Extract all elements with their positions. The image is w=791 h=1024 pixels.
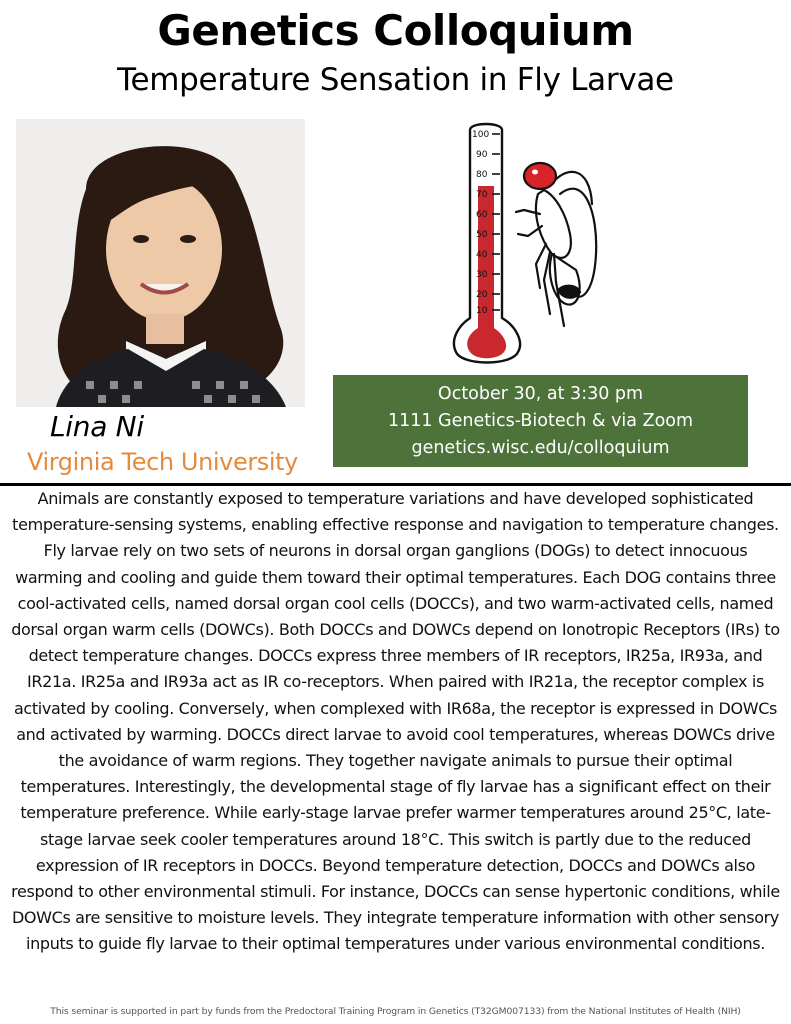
talk-title: Temperature Sensation in Fly Larvae — [117, 62, 674, 98]
scale-label: 70 — [476, 190, 488, 200]
event-details-box — [333, 375, 748, 467]
scale-label: 50 — [476, 230, 488, 240]
fly-drawing — [516, 172, 596, 326]
scale-label: 20 — [476, 290, 488, 300]
event-date: October 30, at 3:30 pm — [437, 384, 644, 404]
scale-label: 90 — [476, 150, 488, 160]
funding-footer: This seminar is supported in part by funds from the Predoctoral Training Program in Genetics (T32GM007133) from the National Institutes of Health (NIH) — [50, 1006, 741, 1017]
speaker-name: Lina Ni — [50, 410, 144, 443]
scale-label: 80 — [476, 170, 488, 180]
scale-label: 30 — [476, 270, 488, 280]
page-title: Genetics Colloquium — [157, 6, 634, 55]
event-url[interactable]: genetics.wisc.edu/colloquium — [411, 438, 670, 458]
event-location: 1111 Genetics-Biotech & via Zoom — [387, 411, 694, 431]
speaker-photo — [16, 119, 305, 407]
abstract-text: Animals are constantly exposed to temperature variations and have developed sophisticated temperature-sensing systems, enabling effective response and navigation to temperature changes. Fly larvae rely on two sets of neurons in dorsal organ ganglions (DOGs) to detect innocuous warming and cooling and guide them toward their optimal temperatures. Each DOG contains three cool-activated cells, named dorsal organ cool cells (DOCCs), and two warm-activated cells, named dorsal organ warm cells (DOWCs). Both DOCCs and DOWCs depend on Ionotropic Receptors (IRs) to detect temperature changes. DOCCs express three members of IR receptors, IR25a, IR93a, and IR21a. IR25a and IR93a act as IR co-receptors. When paired with IR21a, the receptor complex is activated by cooling. Conversely, when complexed with IR68a, the receptor is expressed in DOWCs and activated by warming. DOCCs direct larvae to avoid cool temperatures, whereas DOWCs drive the avoidance of warm regions. They together navigate animals to pursue their optimal temperatures. Interestingly, the developmental stage of fly larvae has a significant effect on their temperature preference. While early-stage larvae prefer warmer temperatures around 25°C, late-stage larvae seek cooler temperatures around 18°C. This switch is partly due to the reduced expression of IR receptors in DOCCs. Beyond temperature detection, DOCCs and DOWCs also respond to other environmental stimuli. For instance, DOCCs can sense hypertonic conditions, while DOWCs are sensitive to moisture levels. They integrate temperature information with other sensory inputs to guide fly larvae to their optimal temperatures under various environmental conditions. — [11, 489, 780, 954]
scale-label: 60 — [476, 210, 488, 220]
speaker-affiliation: Virginia Tech University — [27, 448, 298, 476]
thermometer-fly-illustration — [440, 104, 600, 366]
scale-label: 10 — [476, 306, 488, 316]
scale-label: 100 — [472, 130, 490, 140]
scale-label: 40 — [476, 250, 488, 260]
